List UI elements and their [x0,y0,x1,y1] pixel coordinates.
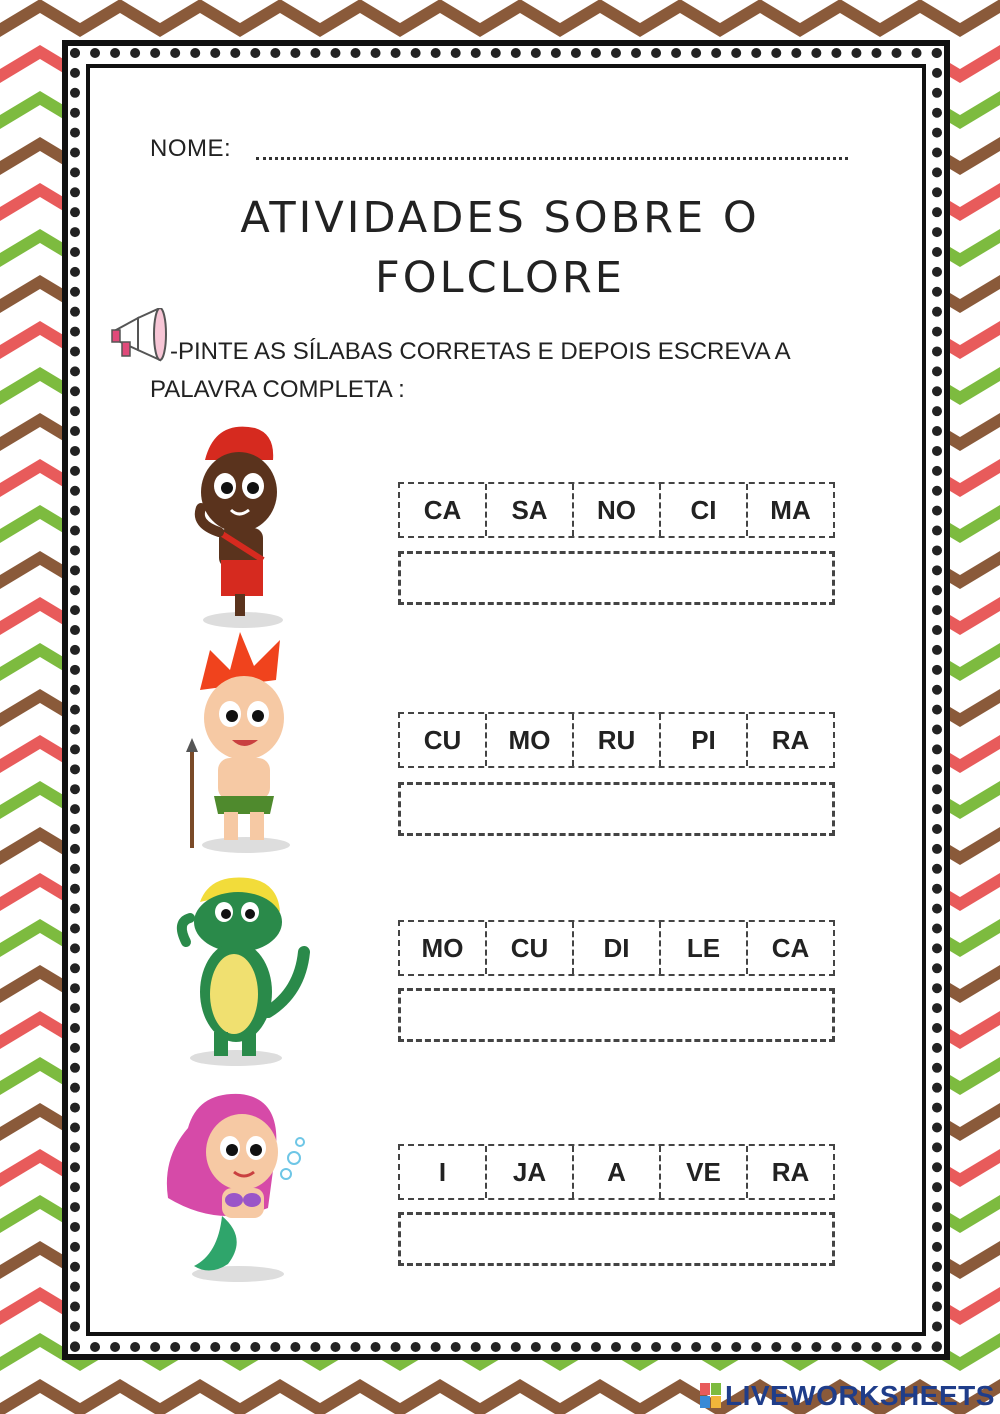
liveworksheets-logo [700,1380,995,1412]
syllable-cell[interactable]: LE [661,922,748,974]
syllable-cell[interactable]: CU [487,922,574,974]
curupira-icon [180,630,310,855]
answer-box-2[interactable] [398,782,835,836]
liveworksheets-mark-icon [700,1383,722,1409]
instruction-text [150,333,890,409]
answer-box-4[interactable] [398,1212,835,1266]
answer-box-1[interactable] [398,551,835,605]
syllable-cell[interactable]: CI [661,484,748,536]
syllable-cell[interactable]: RA [771,724,810,755]
syllable-cell[interactable]: JA [487,1146,574,1198]
syllable-cell[interactable]: SA [487,484,574,536]
syllable-row-4 [398,1144,835,1200]
syllable-cell[interactable]: I [400,1146,487,1198]
cuca-icon [170,872,310,1067]
syllable-cell[interactable]: NO [574,484,661,536]
page-title-line1: ATIVIDADES SOBRE O [240,193,760,243]
syllable-row-2 [398,712,835,768]
syllable-cell[interactable]: CA [771,932,810,963]
syllable-cell[interactable]: A [574,1146,661,1198]
syllable-cell[interactable]: PI [661,714,748,766]
syllable-cell[interactable]: MO [487,714,574,766]
syllable-cell[interactable]: RU [574,714,661,766]
name-input-line[interactable] [256,157,848,160]
liveworksheets-brand: LIVEWORKSHEETS [725,1380,995,1411]
syllable-cell[interactable]: CU [400,714,487,766]
syllable-cell[interactable]: CA [400,484,487,536]
syllable-row-3 [398,920,835,976]
iara-icon [158,1088,308,1283]
syllable-cell[interactable]: DI [574,922,661,974]
syllable-cell[interactable]: MA [770,494,811,525]
syllable-row-1 [398,482,835,538]
name-label: NOME: [150,135,232,162]
syllable-cell[interactable]: RA [771,1156,810,1187]
saci-icon [175,420,305,630]
instruction-line1: -PINTE AS SÍLABAS CORRETAS E DEPOIS ESCREVA A [170,338,791,365]
syllable-cell[interactable]: VE [661,1146,748,1198]
instruction-line2: PALAVRA COMPLETA : [150,376,405,403]
syllable-cell[interactable]: MO [400,922,487,974]
page-title-line2: FOLCLORE [375,253,625,303]
answer-box-3[interactable] [398,988,835,1042]
